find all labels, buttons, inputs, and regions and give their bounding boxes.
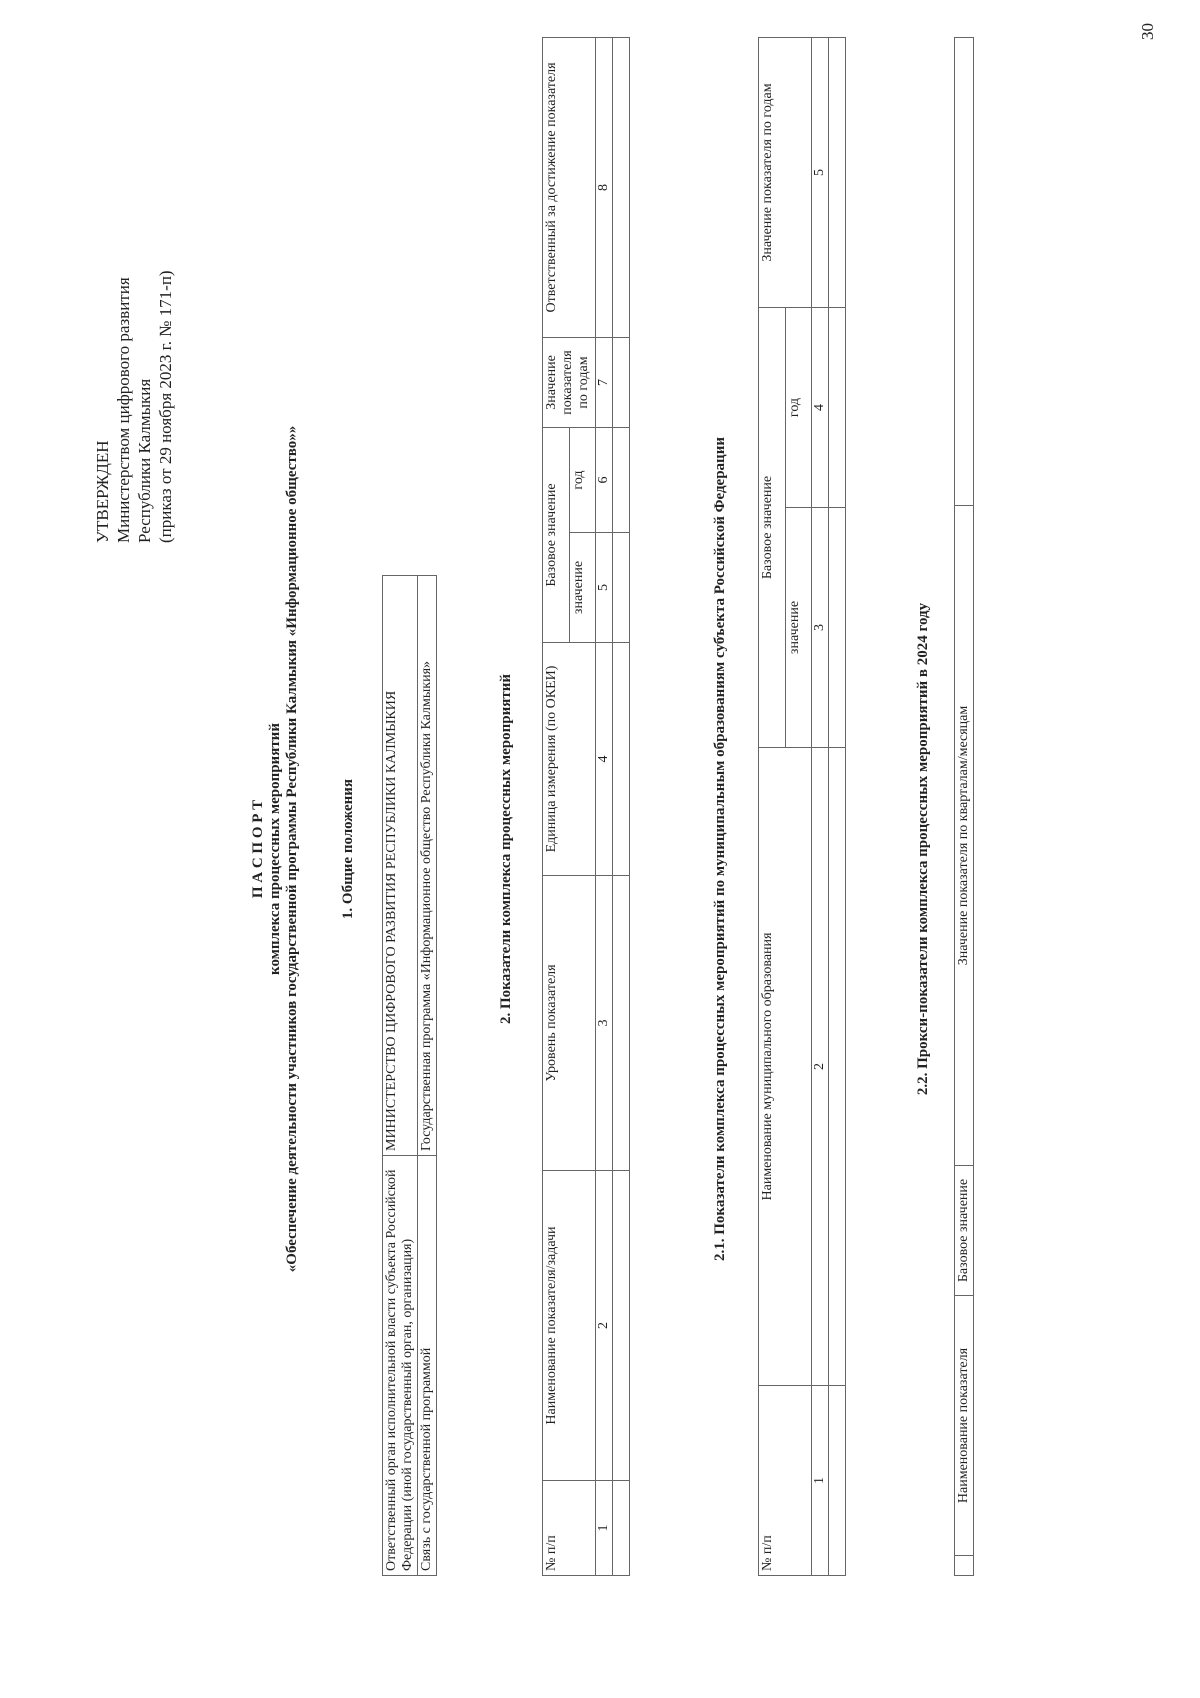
table-cell <box>613 1171 630 1481</box>
page-number: 30 <box>1138 23 1157 40</box>
column-number: 5 <box>812 37 829 307</box>
section2-heading: 2. Показатели комплекса процессных мероприятий <box>498 674 514 1025</box>
column-number-row <box>812 37 829 1575</box>
title-main: П А С П О Р Т <box>250 799 266 899</box>
header-cell: Единица измерения (по ОКЕИ) <box>543 643 596 876</box>
column-number: 1 <box>812 1386 829 1576</box>
table-cell <box>613 37 630 337</box>
column-number: 3 <box>596 876 613 1171</box>
column-number: 8 <box>596 37 613 337</box>
column-number: 4 <box>596 643 613 876</box>
proxy-indicators-table <box>954 37 974 1576</box>
header-cell: Базовое значение <box>955 1166 974 1296</box>
section22-heading: 2.2. Прокси-показатели комплекса процессных мероприятий в 2024 году <box>915 602 931 1096</box>
table-cell <box>613 1481 630 1576</box>
header-cell: значение <box>785 508 812 748</box>
title-subtitle: «Обеспечение деятельности участников государственной программы Республики Калмыкия «Информационное общество»» <box>284 425 300 1273</box>
title-subtitle: комплекса процессных мероприятий <box>267 723 283 975</box>
approval-line: УТВЕРЖДЕН <box>93 440 112 543</box>
header-cell: № п/п <box>759 1386 812 1576</box>
header-cell: Уровень показателя <box>543 876 596 1171</box>
section21-heading: 2.1. Показатели комплекса процессных мероприятий по муниципальным образованиям субъекта Российской Федерации <box>712 437 728 1261</box>
table-cell <box>613 427 630 532</box>
header-cell: Базовое значение <box>543 427 570 642</box>
table-row <box>383 576 418 1576</box>
approval-line: Республики Калмыкия <box>135 378 154 543</box>
table-cell <box>829 748 846 1386</box>
table-cell: Ответственный орган исполнительной власти субъекта Российской Федерации (иной государственный орган, организация) <box>383 1156 418 1576</box>
table-cell <box>829 307 846 507</box>
header-cell: год <box>785 307 812 507</box>
table-header-row <box>759 37 786 1575</box>
header-cell: значение <box>569 533 596 643</box>
column-number: 2 <box>812 748 829 1386</box>
table-cell <box>613 876 630 1171</box>
municipal-indicators-table <box>758 37 846 1576</box>
column-number: 1 <box>596 1481 613 1576</box>
approval-stamp <box>92 43 176 543</box>
table-cell: Государственная программа «Информационное общество Республики Калмыкия» <box>418 576 437 1156</box>
approval-line: (приказ от 29 ноября 2023 г. № 171-п) <box>156 270 175 543</box>
table-cell <box>829 1386 846 1576</box>
column-number: 6 <box>596 427 613 532</box>
header-cell: Базовое значение <box>759 307 786 747</box>
table-row <box>613 37 630 1575</box>
column-number: 7 <box>596 337 613 427</box>
table-row <box>418 576 437 1576</box>
table-row <box>829 37 846 1575</box>
section1-heading: 1. Общие положения <box>340 778 356 920</box>
document-title <box>250 0 301 1698</box>
indicators-table <box>542 37 630 1576</box>
table-cell <box>613 533 630 643</box>
header-cell: Наименование муниципального образования <box>759 748 812 1386</box>
header-cell: Значение показателя по годам <box>759 37 812 307</box>
table-header-row <box>543 37 570 1575</box>
header-cell: год <box>569 427 596 532</box>
header-cell: Значение показателя по кварталам/месяцам <box>955 506 974 1166</box>
table-cell <box>955 38 974 506</box>
column-number: 3 <box>812 508 829 748</box>
table-cell <box>829 37 846 307</box>
column-number: 5 <box>596 533 613 643</box>
header-cell: № п/п <box>543 1481 596 1576</box>
header-cell: Значение показателя по годам <box>543 337 596 427</box>
column-number-row <box>596 37 613 1575</box>
table-cell: МИНИСТЕРСТВО ЦИФРОВОГО РАЗВИТИЯ РЕСПУБЛИКИ КАЛМЫКИЯ <box>383 576 418 1156</box>
table-cell <box>613 643 630 876</box>
general-provisions-table <box>382 575 437 1576</box>
header-cell: Наименование показателя <box>955 1296 974 1556</box>
header-cell: Ответственный за достижение показателя <box>543 37 596 337</box>
table-cell <box>613 337 630 427</box>
header-cell: Наименование показателя/задачи <box>543 1171 596 1481</box>
table-cell: Связь с государственной программой <box>418 1156 437 1576</box>
column-number: 4 <box>812 307 829 507</box>
table-cell <box>829 508 846 748</box>
approval-line: Министерством цифрового развития <box>114 277 133 543</box>
column-number: 2 <box>596 1171 613 1481</box>
table-cell <box>955 1556 974 1576</box>
table-header-row <box>955 38 974 1576</box>
